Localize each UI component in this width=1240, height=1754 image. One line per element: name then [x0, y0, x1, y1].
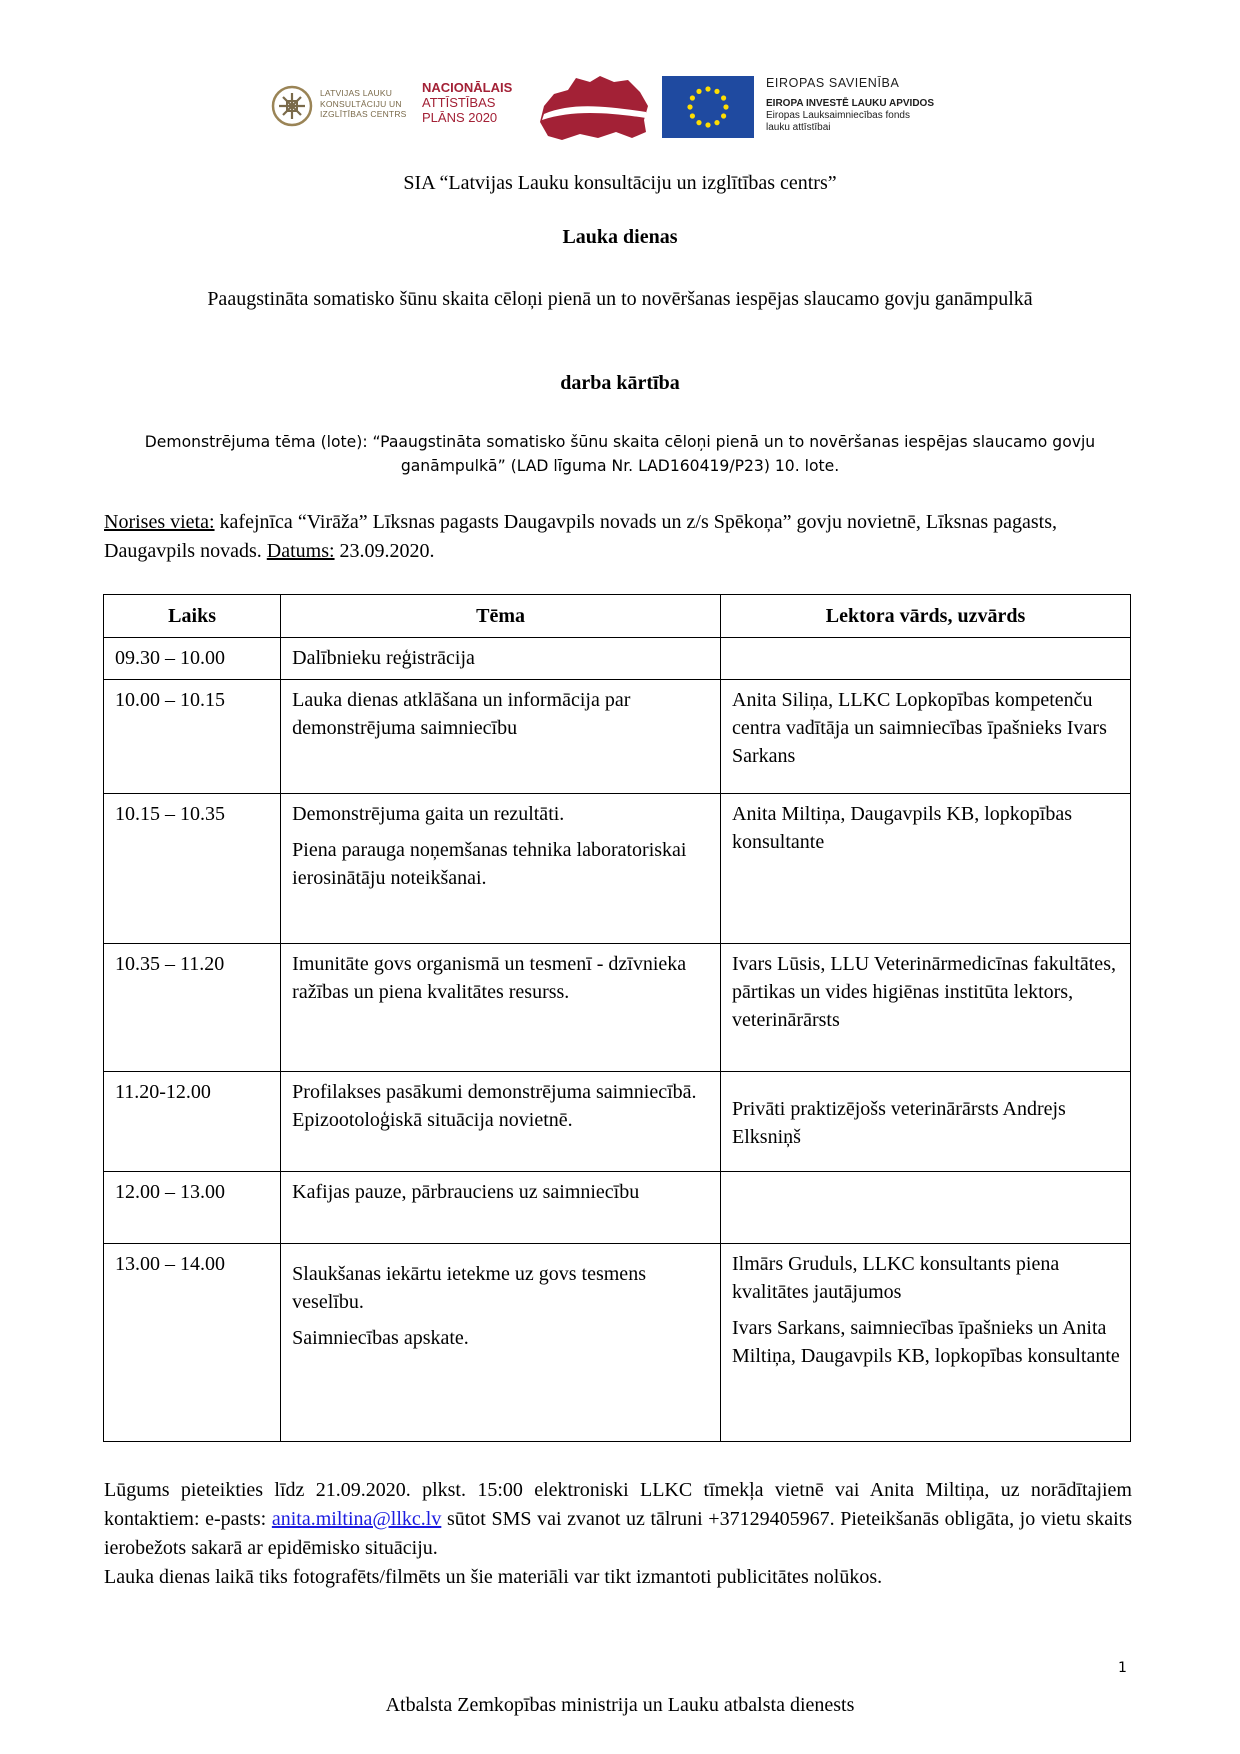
agenda-title: darba kārtība	[560, 372, 680, 394]
lecturer-text: Ivars Sarkans, saimniecības īpašnieks un Anita Miltiņa, Daugavpils KB, lopkopības konsultante	[732, 1317, 1120, 1367]
topic-text: Lauka dienas atklāšana un informācija par demonstrējuma saimniecību	[292, 689, 631, 739]
time-cell: 09.30 – 10.00	[104, 638, 281, 680]
venue-label: Norises vieta:	[104, 511, 215, 533]
table-row	[104, 1244, 1131, 1442]
lecturer-cell	[721, 1244, 1131, 1442]
time-cell: 13.00 – 14.00	[104, 1244, 281, 1442]
note-text-after: sūtot SMS vai zvanot uz tālruni +37129405967. Pieteikšanās obligāta, jo vietu skaits ierobežots sakarā ar epidēmisko situāciju.	[104, 1508, 1132, 1559]
email-link[interactable]: anita.miltina@llkc.lv	[271, 1508, 442, 1530]
eu-logo-text	[766, 76, 986, 134]
time-cell: 10.15 – 10.35	[104, 794, 281, 944]
topic-text: Profilakses pasākumi demonstrējuma saimniecībā. Epizootoloģiskā situācija novietnē.	[292, 1081, 697, 1131]
schedule-table	[103, 594, 1131, 1442]
organization-name: SIA “Latvijas Lauku konsultāciju un izglītības centrs”	[403, 172, 837, 194]
eu-line-2: Eiropas Lauksaimniecības fonds	[766, 110, 910, 121]
table-row	[104, 1172, 1131, 1244]
table-row	[104, 638, 1131, 680]
eu-line-3: lauku attīstībai	[766, 122, 831, 133]
topic-cell	[281, 794, 721, 944]
topic-text: Piena parauga noņemšanas tehnika laboratoriskai ierosinātāju noteikšanai.	[292, 839, 687, 889]
lecturer-cell	[721, 1072, 1131, 1172]
topic-cell	[281, 944, 721, 1072]
table-row	[104, 1072, 1131, 1172]
page-number: 1	[1118, 1660, 1127, 1676]
lecturer-text: Ilmārs Gruduls, LLKC konsultants piena kvalitātes jautājumos	[732, 1253, 1060, 1303]
lecturer-text: Anita Siliņa, LLKC Lopkopības kompetenču centra vadītāja un saimniecības īpašnieks Ivars Sarkans	[732, 689, 1107, 767]
lecturer-text: Privāti praktizējošs veterinārārsts Andrejs Elksniņš	[732, 1097, 1066, 1148]
note-publicity: Lauka dienas laikā tiks fotografēts/filmēts un šie materiāli var tikt izmantoti publicitātes nolūkos.	[104, 1566, 883, 1588]
time-cell: 10.35 – 11.20	[104, 944, 281, 1072]
venue-text: kafejnīca “Virāža” Līksnas pagasts Daugavpils novads un z/s Spēkoņa” govju novietnē, Līksnas pagasts, Daugavpils novads.	[104, 511, 1057, 562]
latvia-map-icon	[536, 72, 652, 144]
header-time: Laiks	[104, 595, 281, 638]
nap-logo-text	[422, 80, 522, 125]
eu-flag-icon	[662, 76, 754, 138]
time-cell: 10.00 – 10.15	[104, 680, 281, 794]
eu-title: EIROPAS SAVIENĪBA	[766, 76, 900, 90]
nap-line-1: NACIONĀLAIS	[422, 80, 513, 95]
lecturer-cell	[721, 1172, 1131, 1244]
lecturer-text: Anita Miltiņa, Daugavpils KB, lopkopības konsultante	[732, 803, 1072, 853]
topic-text: Saimniecības apskate.	[292, 1327, 469, 1349]
date-value: 23.09.2020.	[334, 540, 435, 562]
topic-text: Dalībnieku reģistrācija	[292, 647, 475, 669]
llkc-line-3: IZGLĪTĪBAS CENTRS	[320, 109, 407, 119]
venue-line	[104, 508, 1134, 566]
topic-title: Paaugstināta somatisko šūnu skaita cēloņi pienā un to novēršanas iespējas slaucamo govju ganāmpulkā	[207, 288, 1033, 310]
lecturer-cell	[721, 794, 1131, 944]
table-row	[104, 794, 1131, 944]
topic-cell	[281, 1244, 721, 1442]
llkc-line-1: LATVIJAS LAUKU	[320, 88, 393, 98]
page-footer: Atbalsta Zemkopības ministrija un Lauku atbalsta dienests	[385, 1694, 855, 1716]
table-row	[104, 680, 1131, 794]
lecturer-text: Ivars Lūsis, LLU Veterinārmedicīnas fakultātes, pārtikas un vides higiēnas institūta lektors, veterinārārsts	[732, 953, 1116, 1031]
table-row	[104, 944, 1131, 1072]
nap-line-2: ATTĪSTĪBAS	[422, 95, 496, 110]
demo-topic-line: Demonstrējuma tēma (lote): “Paaugstināta somatisko šūnu skaita cēloņi pienā un to novēršanas iespējas slaucamo govju ganāmpulkā” (LAD līguma Nr. LAD160419/P23) 10. lote.	[144, 433, 1096, 475]
llkc-emblem-icon	[270, 84, 314, 128]
header-lecturer: Lektora vārds, uzvārds	[721, 595, 1131, 638]
llkc-line-2: KONSULTĀCIJU UN	[320, 98, 402, 109]
nap-line-3: PLĀNS 2020	[422, 110, 498, 125]
registration-note	[104, 1476, 1132, 1592]
topic-cell	[281, 1172, 721, 1244]
header-topic: Tēma	[281, 595, 721, 638]
event-type: Lauka dienas	[562, 226, 678, 248]
llkc-logo	[270, 82, 407, 132]
date-label: Datums:	[266, 540, 335, 562]
llkc-logo-text	[320, 88, 410, 120]
topic-text: Imunitāte govs organismā un tesmenī - dzīvnieka ražības un piena kvalitātes resurss.	[292, 953, 687, 1003]
topic-text: Demonstrējuma gaita un rezultāti.	[292, 803, 565, 825]
eu-line-1: EIROPA INVESTĒ LAUKU APVIDOS	[766, 98, 934, 109]
topic-text: Kafijas pauze, pārbrauciens uz saimniecību	[292, 1181, 640, 1203]
eu-stars-icon	[662, 76, 754, 138]
lecturer-cell	[721, 680, 1131, 794]
time-cell: 11.20-12.00	[104, 1072, 281, 1172]
topic-cell	[281, 638, 721, 680]
table-header-row	[104, 595, 1131, 638]
topic-text: Slaukšanas iekārtu ietekme uz govs tesmens veselību.	[292, 1263, 646, 1313]
topic-cell	[281, 680, 721, 794]
lecturer-cell	[721, 638, 1131, 680]
header-logos	[270, 72, 970, 144]
topic-cell	[281, 1072, 721, 1172]
note-text: Lūgums pieteikties līdz 21.09.2020. plkst. 15:00 elektroniski LLKC tīmekļa vietnē vai Anita Miltiņa, uz norādītajiem kontaktiem: e-pasts:	[104, 1479, 1132, 1530]
time-cell: 12.00 – 13.00	[104, 1172, 281, 1244]
lecturer-cell	[721, 944, 1131, 1072]
